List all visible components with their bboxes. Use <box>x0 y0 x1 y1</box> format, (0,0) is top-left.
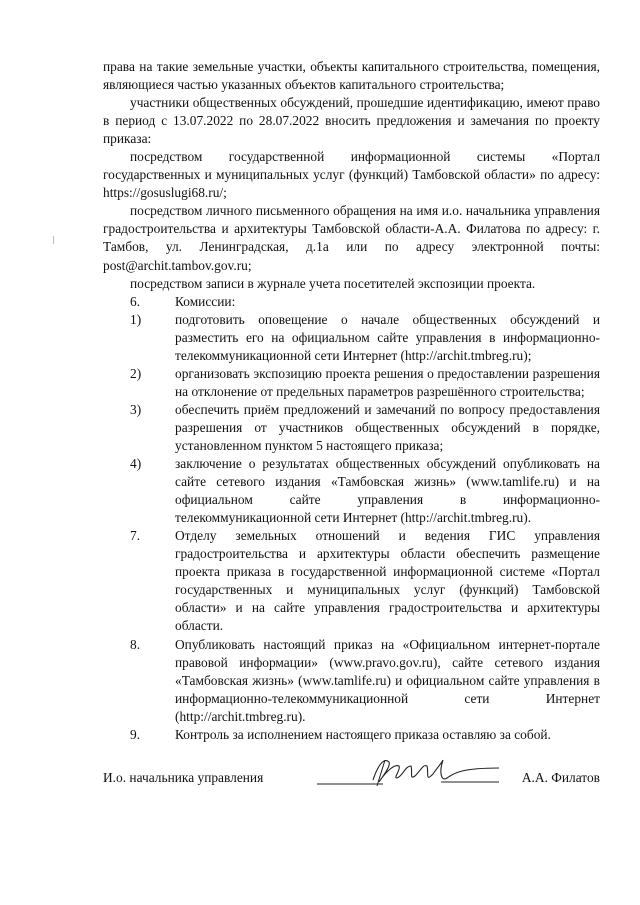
margin-mark <box>53 236 54 244</box>
subitem-number: 3) <box>130 401 142 417</box>
item-number: 8. <box>130 636 141 652</box>
item-text: Комиссии: <box>175 293 236 309</box>
paragraph-participants: участники общественных обсуждений, прошедшие идентификацию, имеют право в период с 13.07.2022 по 28.07.2022 вносить предложения и замечания по проекту приказа: <box>103 95 600 147</box>
subitem-1 <box>103 311 600 365</box>
document-body <box>103 58 600 744</box>
subitem-text: заключение о результатах общественных обсуждений опубликовать на сайте сетевого издания «Тамбовская жизнь» (www.tamlife.ru) и на официальном сайте управления в информационно-телекоммуникационной сети Интернет (http://archit.tmbreg.ru). <box>175 456 600 526</box>
subitem-3 <box>103 401 600 455</box>
item-7 <box>103 527 600 635</box>
subitem-number: 1) <box>130 311 142 327</box>
signatory-role: И.о. начальника управления <box>103 770 264 785</box>
subitem-4 <box>103 455 600 527</box>
item-number: 9. <box>130 726 141 742</box>
paragraph-continuation: права на такие земельные участки, объекты капитального строительства, помещения, являющиеся частью указанных объектов капитального строительства; <box>103 59 600 93</box>
paragraph-visitor-log: посредством записи в журнале учета посетителей экспозиции проекта. <box>130 275 536 291</box>
item-number: 6. <box>130 293 141 309</box>
item-6 <box>103 293 600 311</box>
item-number: 7. <box>130 528 141 544</box>
paragraph-written-appeal: посредством личного письменного обращения на имя и.о. начальника управления градостроительства и архитектуры Тамбовской области-А.А. Филатова по адресу: г. Тамбов, ул. Ленинградская, д.1а или по адресу электронной почты: post@archit.tambov.gov.ru; <box>103 203 600 273</box>
subitem-2 <box>103 365 600 401</box>
item-text: Контроль за исполнением настоящего приказа оставляю за собой. <box>175 726 551 742</box>
signatory-name: А.А. Филатов <box>521 770 600 785</box>
item-text: Отделу земельных отношений и ведения ГИС управления градостроительства и архитектуры области обеспечить размещение проекта приказа в государственной информационной системе «Портал государственных и муниципальных услуг (функций) Тамбовской области» и на сайте управления градостроительства и архитектуры области. <box>175 528 600 634</box>
subitem-text: организовать экспозицию проекта решения о предоставлении разрешения на отклонение от предельных параметров разрешённого строительства; <box>175 365 600 399</box>
subitem-text: обеспечить приём предложений и замечаний по вопросу предоставления разрешения от участников общественных обсуждений в порядке, установленном пунктом 5 настоящего приказа; <box>175 401 600 453</box>
paragraph-gosuslugi: посредством государственной информационной системы «Портал государственных и муниципальных услуг (функций) Тамбовской области» по адресу: https://gosuslugi68.ru/; <box>103 149 600 201</box>
subitem-number: 2) <box>130 365 142 381</box>
item-9 <box>103 726 600 744</box>
handwritten-signature <box>313 752 503 792</box>
subitem-text: подготовить оповещение о начале общественных обсуждений и разместить его на официальном сайте управления в информационно-телекоммуникационной сети Интернет (http://archit.tmbreg.ru); <box>175 311 600 363</box>
item-text: Опубликовать настоящий приказ на «Официальном интернет-портале правовой информации» (www.pravo.gov.ru), сайте сетевого издания «Тамбовская жизнь» (www.tamlife.ru) и официальном сайте управления в информационно-телекоммуникационной сети Интернет (http://archit.tmbreg.ru). <box>175 636 600 724</box>
subitem-number: 4) <box>130 456 142 472</box>
item-8 <box>103 636 600 726</box>
signature-block <box>103 766 600 796</box>
